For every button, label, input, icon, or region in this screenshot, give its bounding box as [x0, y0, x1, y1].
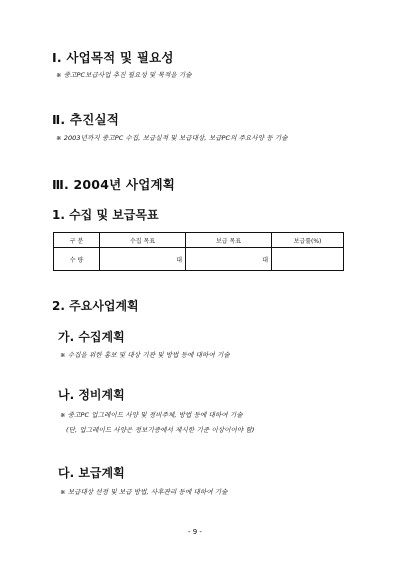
plan-ga-title: 가. 수집계획	[58, 330, 125, 344]
section-2-title: Ⅱ. 추진실적	[52, 112, 120, 127]
plan-na-title: 나. 정비계획	[58, 388, 125, 402]
plan-na-note-2: (단, 업그레이드 사양은 정보기증에서 제시한 기준 이상이어야 함)	[66, 426, 255, 434]
plan-heading: 2. 주요사업계획	[52, 299, 139, 313]
plan-da-title: 다. 보급계획	[58, 466, 125, 480]
section-2-note: ※ 2003년까지 중고PC 수집, 보급실적 및 보급대상, 보급PC의 주요사양 등 기술	[56, 134, 288, 142]
goal-table-row	[54, 248, 344, 271]
plan-ga-note: ※ 수집을 위한 홍보 및 대상 기관 및 방법 등에 대하여 기술	[60, 351, 230, 359]
goal-heading: 1. 수집 및 보급목표	[52, 208, 159, 222]
goal-header-supply: 보급 목표	[186, 233, 272, 248]
goal-table	[53, 232, 344, 271]
goal-row-label: 수 량	[54, 248, 100, 271]
section-3-title: Ⅲ. 2004년 사업계획	[52, 177, 176, 192]
goal-supply-cell: 대	[186, 248, 272, 271]
goal-header-category: 구 분	[54, 233, 100, 248]
plan-na-note-1: ※ 중고PC 업그레이드 사양 및 정비주체, 방법 등에 대하여 기술	[60, 411, 243, 419]
goal-header-rate: 보급률(%)	[272, 233, 344, 248]
plan-da-note: ※ 보급대상 선정 및 보급 방법, 사후관리 등에 대하여 기술	[60, 488, 228, 496]
goal-table-header-row	[54, 233, 344, 248]
section-1-title: Ⅰ. 사업목적 및 필요성	[52, 50, 174, 65]
section-1-note: ※ 중고PC보급사업 추진 필요성 및 목적을 기술	[56, 71, 192, 79]
goal-collect-cell: 대	[100, 248, 186, 271]
page-number: - 9 -	[188, 528, 202, 536]
goal-header-collect: 수집 목표	[100, 233, 186, 248]
goal-rate-cell	[272, 248, 344, 271]
